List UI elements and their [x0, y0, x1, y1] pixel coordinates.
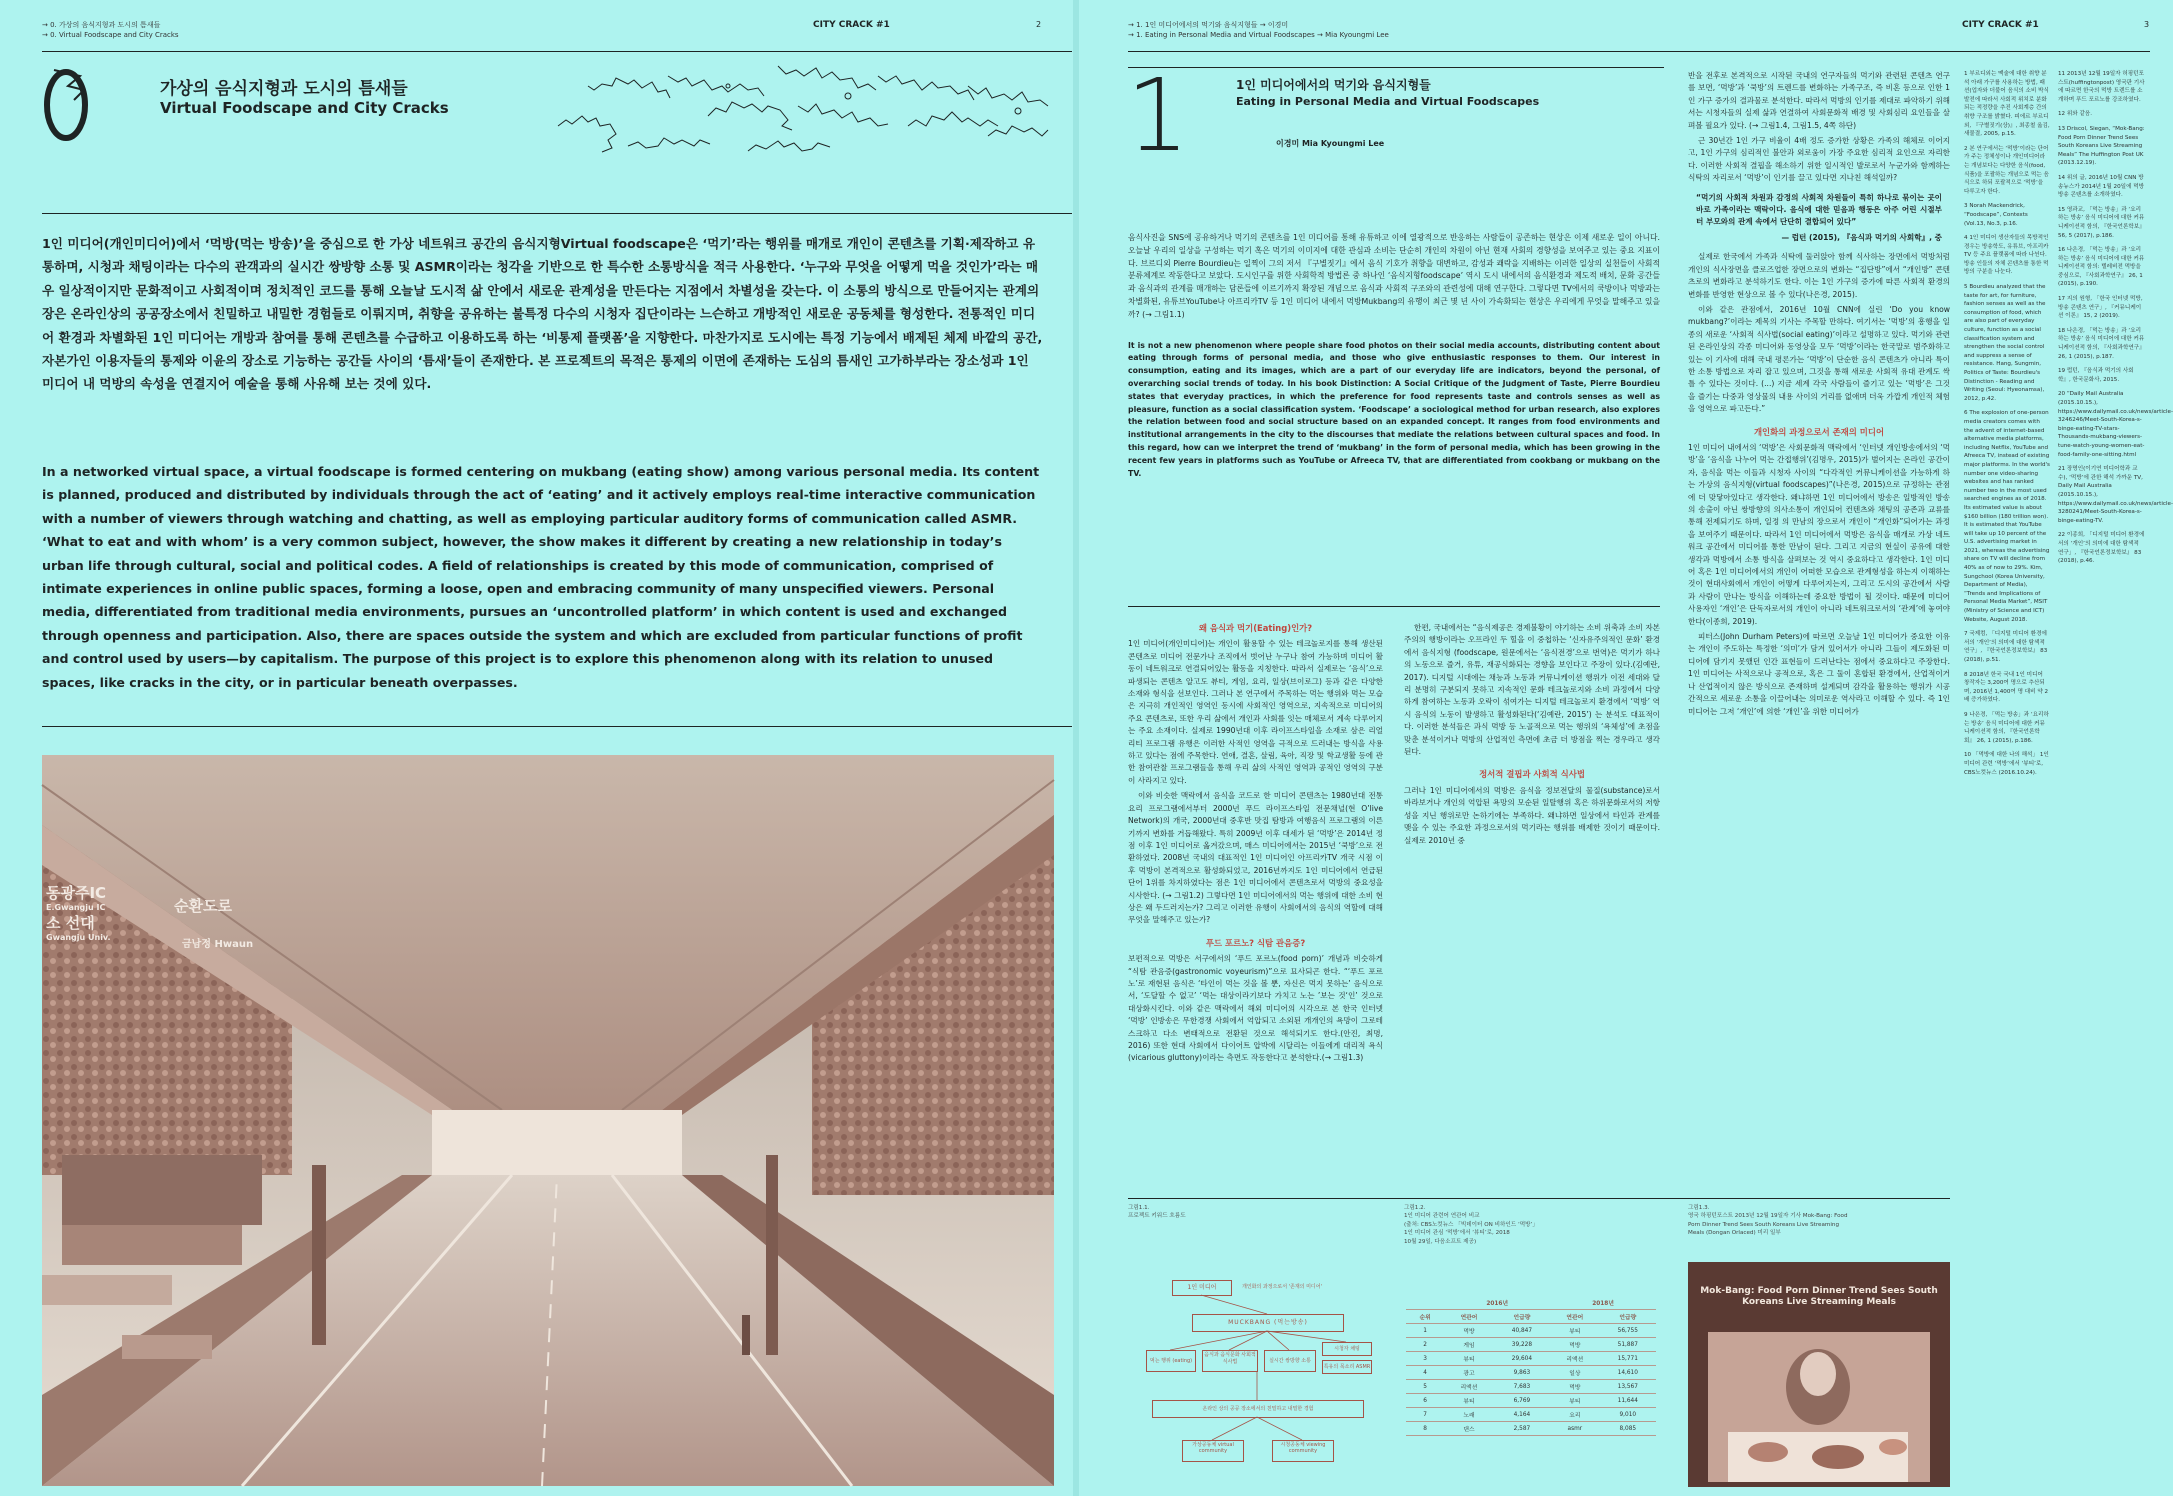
table-cell: 먹방: [1550, 1338, 1599, 1352]
footnote: 19 럽턴, 『음식과 먹기의 사회학』, 한국문화사, 2015.: [2058, 368, 2134, 383]
flow-node: 음식과 음식문화 사회적 식사법: [1202, 1350, 1258, 1372]
running-head-ko: → 1. 1인 미디어에서의 먹기와 음식지형들 → 이경미: [1128, 21, 1289, 29]
paragraph: 1인 미디어 내에서의 ‘먹방’은 사회문화적 맥락에서 ‘인터넷 개인방송에서의 ‘먹방’을 ‘음식을 나누어 먹는 간접행위’(김명우, 2015)가 벌어지는 온라인 공간이자, 음식을 먹는 이들과 시청자 사이의 “다각적인 커뮤니케이션을 가능하게 하는 가상의 음식지형(virtual foodscapes)”(나은경, 2015)으로 규정하는 관점에 더 맞닿아있다고 생각한다. 왜냐하면 1인 미디어에서 방송은 일방적인 방송의 송출이 아닌 쌍방향의 의사소통이 개인되어 컨텐츠와 채팅의 공존과 교류를 통해 전제되기도 하며, 일정 의 만남의 장으로서 개인이 “개인화”되어가는 과정을 보여주기 때문이다. 따라서 1인 미디어에서 먹방은 음식을 매개로 가상 네트워크 공간에서 미디어를 통한 만남이 된다. 그리고 지금의 현실이 공유에 대한 생각과 먹방에서 소통 방식을 살펴보는 것 역시 중요하다고 생각한다. 1인 미디어 혹은 1인 미디어에서의 개인이 어떠한 모습으로 관계형성을 하는지 이해하는 것이 현대사회에서 개인이 어떻게 다루어지는지, 그리고 도시의 공간에서 사람과 사람이 만나는 방식을 이해하는데 중요한 방법이 될 것이다. 때문에 미디어 사용자인 ‘개인’은 단독자로서의 개인이 아니라 네트워크로서의 ‘관계’에 놓여야 한다(이종희, 2019).: [1688, 442, 1950, 626]
flow-node-note: 개인화의 과정으로서 '존재의 미디어': [1242, 1284, 1322, 1290]
title-en: Eating in Personal Media and Virtual Foodscapes: [1236, 95, 1540, 108]
blockquote: [1688, 188, 1950, 252]
footnote: 15 영과교, 「먹는 방송」과 ‘요리하는 방송’ 음식 미디어에 대한 커뮤니케이션적 함의, 『한국언론학보』 56, 5 (2017), p.186.: [2058, 206, 2145, 239]
brand-label: CITY CRACK #1: [1962, 20, 2039, 30]
table-cell: 11,644: [1600, 1394, 1656, 1408]
photo-rule: [42, 726, 1072, 727]
table-cell: 7,683: [1494, 1380, 1550, 1394]
flow-node: 1인 미디어: [1172, 1280, 1232, 1296]
section-heading: 푸드 포르노? 식탐 관음증?: [1205, 937, 1306, 948]
table-cell: 7: [1406, 1408, 1444, 1422]
footnote: 17 지의 원형, 「한국 인터넷 먹방, 방송 콘텐츠 연구」, 『커뮤니케이션 이론』 15, 2 (2019).: [2058, 296, 2143, 320]
intro-ko: 음식사진을 SNS에 공유하거나 먹기의 콘텐츠를 1인 미디어를 통해 유튜하고 이에 열광적으로 반응하는 사람들이 공존하는 현상은 이제 새로운 일이 아니다. 오늘날 우리의 일상을 구성하는 먹기 혹은 먹기의 이미지에 대한 관심과 소비는 단순히 개인의 차원이 아닌 현재 사회의 경향성을 보여주고 있는 중요 지표이다. 브르디외 Pierre Bourdieu는 일찍이 그의 저서 『구별짓기』에서 음식 기호가 취향을 대변하고, 감성과 쾌락을 지배하는 이러한 일상의 실천들이 사회적 분류체계로 작동한다고 보았다. 도시인구를 위한 사회학적 방법론 중 하나인 ‘음식지형foodscape’ 역시 도시 내에서의 음식환경과 제도적 배치, 문화 공간들과 음식과의 관계를 매개하는 담론들에 이르기까지 확장된 개념으로 음식과 사회적 구조와의 관련성에 대해 연구한다. 그렇다면 TV에서의 쿡방이나 먹방과는 차별화된, 유튜브YouTube나 아프리카TV 등 1인 미디어 내에서 먹방Mukbang의 유행이 최근 몇 년 사이 가속화되는 현상은 우리에게 무엇을 말해주고 있을까? (→ 그림1.1): [1128, 233, 1660, 319]
section-heading: 개인화의 과정으로서 존재의 미디어: [1753, 426, 1885, 437]
footnote: 2 본 연구에서는 ‘먹방’이라는 단어가 주는 정체성이나 개인미디어라는 개념보다는 다양한 음식(food, 식품)을 포괄하는 개념으로 먹는 음식으로 하되 포괄적으로 ‘먹방’을 다루고자 한다.: [1964, 145, 2049, 195]
map-route-illustration: [548, 56, 1068, 166]
flow-node: 시청공동체 viewing community: [1272, 1440, 1334, 1462]
footnote: 13 Driscol, Siegan, “Mok-Bang: Food Porn Dinner Trend Sees South Koreans Live Streaming Meals” The Huffington Post UK (2013.12.19).: [2058, 125, 2145, 167]
sign-text: Hwaun: [214, 939, 254, 950]
table-row: [1406, 1338, 1656, 1352]
table-cell: 40,847: [1494, 1324, 1550, 1338]
table-cell: 14,610: [1600, 1366, 1656, 1380]
footnote: 18 나은경, 「먹는 방송」과 ‘요리하는 방송’ 음식 미디어에 대한 커뮤니케이션적 함의, 『사회과학연구』 26, 1 (2015), p.187.: [2058, 327, 2145, 360]
paragraph: 한편, 국내에서는 “음식제공은 경제불황이 야기하는 소비 위축과 소비 자본주의의 행방이라는 오프라인 두 힐을 이 중첩하는 ‘신자유주의적인 문화’ 환경에서 음식지형 (foodscape, 원문에서는 ‘음식전경’으로 번역)은 먹기가 하나의 노동으로 즐거, 유튜, 재공식화되는 경향을 보인다고 주장이 있다.(김예란, 2017). 디지털 시대에는 채능과 노동과 커뮤니케이션 행위가 이전 세대와 달리 분명히 구분되지 못하고 지속적인 문화 테크놀로지와 소비 과정에서 다양하게 참여하는 노동과 오락이 섞여가는 디지털 테크놀로지 환경에서 ‘먹방’ 역시 음식의 노동이 발생하고 활성화된다(‘김예란, 2015’) 는 분석도 대표적이다. 이러한 분석들은 과식 먹방 등 노골적으로 먹는 행위의 ‘욕체성’에 초점을 맞춘 분석이거나 먹방의 산업적인 측면에 초금 더 방점을 찍는 경우라고 생각된다.: [1404, 623, 1660, 757]
paragraph: 실제로 한국에서 가족과 식탁에 둘러앉아 함께 식사하는 장면에서 먹방처럼 개인의 식사장면을 클로즈업한 장면으로의 변화는 “집단방”에서 “개인방” 콘텐츠로의 변화라고 분석하기도 한다. 이는 1인 가구의 증가에 따른 사회적 환경의 변화를 반영한 현상으로 볼 수 있다(나은경, 2015).: [1688, 252, 1950, 299]
paragraph: 이와 같은 관점에서, 2016년 10월 CNN에 실린 ‘Do you know mukbang?’이라는 제목의 기사는 주목할 만하다. 여기서는 ‘먹방’의 흥행을 일종의 새로운 ‘사회적 식사법(social eating)’이라고 설명하고 있다. 먹기와 관련된 온라인상의 각종 미디어와 동영상을 모두 ‘먹방’이라는 한국말로 범주화하고 있는 이 기사에 대해 국내 평론가는 ‘먹방’이 단순한 음식 콘텐츠가 아니라 특이한 소통 방법으로 자리 잡고 있으며, 그것을 통해 새로운 사회적 유대 관계도 싹틀 수 있다는 것이다. (...) 지금 세계 각국 사람들이 즐기고 있는 ‘먹방’은 그것을 즐기는 다중과 영상물의 내용 사이의 거리를 없애며 더욱 가깝게 개인적 체험을 영역으로 파고든다.”: [1688, 304, 1950, 414]
flow-connectors: [1132, 1280, 1382, 1480]
table-cell: 9,863: [1494, 1366, 1550, 1380]
paragraph: 1인 미디어(개인미디어)는 개인이 활용할 수 있는 테크놀로지를 통해 생산된 콘텐츠로 미디어 전문가나 조직에서 벗어난 누구나 참여 가능하며 미디어 활동이 네트워크로 연결되어있는 활동을 지칭한다. 따라서 실제로는 ‘음식’으로 파생되는 콘텐츠 알고도 뷰티, 게임, 요리, 일상(브이로그) 등과 같은 다양한 소재와 형식을 선보인다. 그러나 본 연구에서 주목하는 먹는 행위와 먹는 모습은 지극히 개인적인 영역인 동시에 사회적인 영역으로, 지속적으로 미디어의 주요 콘텐츠로, 또한 우리 삶에서 개인과 사회를 잇는 매체로서 계속 다루어지는 주요 소재이다. 실제로 1990년대 이후 라이프스타일을 소재로 삼은 리얼리티 프로그램 유행은 이러한 사적인 영역을 극적으로 드러내는 방식을 사용하고 있다는 점에 주목한다. 연애, 결혼, 살림, 육아, 직장 및 학교생활 등에 관한 참여관찰 프로그램들을 통해 우리 삶의 사적인 영역과 공적인 영역의 구분이 사라지고 있다.: [1128, 639, 1383, 785]
table-row: [1406, 1394, 1656, 1408]
running-head-right: [1128, 20, 1389, 40]
quote-source: — 럽턴 (2015), 『음식과 먹기의 사회학』, 중: [1781, 232, 1942, 242]
paragraph: 이와 비슷한 맥락에서 음식을 코드로 한 미디어 콘텐츠는 1980년대 전통 요리 프로그램에서부터 2000년 푸드 라이프스타일 전문채널(현 O’live Network)의 개국, 2000년대 중후반 맛집 탐방과 여행음식 프로그램의 이른 기까지 변화를 거듭해왔다. 특히 2009년 이후 대세가 된 ‘먹방’은 2014년 정점 이후 1인 미디어로 옮겨갔으며, 매스 미디어에서는 2015년 ‘쿡방’으로 전환하였다. 2008년 국내의 대표적인 1인 미디어인 아프리카TV 개국 시점 이후 먹방이 본격적으로 활성화되었고, 2016년까지도 1인 미디어에서 연급된 단어 1위를 차지하였다는 점은 1인 미디어에서 콘텐츠로서 먹방의 중요성을 시사한다. (→ 그림1.2) 그렇다면 1인 미디어에서의 먹는 행위에 대한 소비 현상은 왜 두드러지는가? 그리고 이러한 유행이 사회에서의 음식의 역할에 대해 무엇을 말해주고 있는가?: [1128, 791, 1383, 925]
table-cell: 29,604: [1494, 1352, 1550, 1366]
running-head-left: [42, 20, 179, 40]
section-heading: 왜 음식과 먹기(Eating)인가?: [1198, 623, 1313, 633]
table-cell: 8,085: [1600, 1422, 1656, 1436]
table-row: [1406, 1352, 1656, 1366]
footnote: 11 2013년 12월 19일자 허핑턴포스트(huffingtonpost) 영국판 기사에 따르면 한국의 먹방 트렌드를 소개하며 푸드 포르노를 강조하였다.: [2058, 71, 2145, 103]
table-cell: 8: [1406, 1422, 1444, 1436]
footnote: 5 Bourdieu analyzed that the taste for art, for furniture, fashion senses as well as the consumption of food, which are also part of everyday culture, function as a social classification system and strengthen the social control and suppress a sense of resistance. Hang, Sungmin, Politics of Taste: Bourdieu's Distinction - Reading and Writing (Seoul: Hyeonamsa), 2012, p.42.: [1964, 284, 2046, 402]
footnote: 21 장명인(이기연 미디어학과 교수), ‘먹방’에 관한 해석 가까운 TV, Daily Mail Australia (2015.10.15.), https://www.dailymail.co.uk/news/article-3280241/Meet-South-Korea-s-binge-eating-TV.: [2058, 466, 2173, 524]
table-cell: 15,771: [1600, 1352, 1656, 1366]
table-cell: 광고: [1444, 1366, 1493, 1380]
table-cell: 2,587: [1494, 1422, 1550, 1436]
table-cell: 댄스: [1444, 1422, 1493, 1436]
table-group-header: 2018년: [1550, 1296, 1656, 1310]
paragraph: 반을 전후로 본격적으로 시작된 국내의 연구자들의 먹기와 관련된 콘텐츠 연구를 보면, ‘먹방’과 ‘쿡방’의 트렌드를 변화하는 가족구조, 즉 비혼 등으로 인한 1인 가구 증가의 결과물로 분석한다. 따라서 먹방의 인기를 제대로 파악하기 위해서는 시청자들의 실제 삶과 연결하여 사회문화적 배경 및 사회심리 요인들을 살펴볼 필요가 있다. (→ 그림1.4, 그림1.5, 4쪽 하단): [1688, 71, 1950, 130]
footnote: 1 부르디외는 맥술에 대한 취향 분석 아래 가구를 사용하는 방법, 패션(업자와 더불어 음식의 소비 박식 발전에 따라서 사회적 위치로 분화되는 적정량을 추진 사회계층 간의 취향 구조를 밝혔다. 피에르 부르디외, 『구별짓기(상)』, 최종철 옮김, 새물결, 2005, p.15.: [1964, 71, 2050, 138]
table-cell: asmr: [1550, 1422, 1599, 1436]
left-page: [0, 0, 1076, 1496]
news-screenshot: [1688, 1262, 1950, 1487]
table-cell: 6: [1406, 1394, 1444, 1408]
footnote: 22 이종희, 「디지털 미디어 환경에서의 ‘개인’의 의미에 대한 탐색적 연구」, 『한국언론정보학보』 83 (2018), p.46.: [2058, 532, 2145, 565]
table-header: 언급량: [1600, 1310, 1656, 1324]
footnote: 12 위와 같음.: [2058, 111, 2093, 118]
table-header: 연관어: [1444, 1310, 1493, 1324]
table-cell: 뷰티: [1444, 1394, 1493, 1408]
table-cell: 뷰티: [1550, 1324, 1599, 1338]
road-sign: [46, 883, 166, 943]
table-row: [1406, 1408, 1656, 1422]
paragraph: 보편적으로 먹방은 서구에서의 ‘푸드 포르노(food porn)’ 개념과 비슷하게 “식탐 관음증(gastronomic voyeurism)”으로 묘사되곤 한다. “‘푸드 포르노’로 재현된 음식은 ‘타인이 먹는 것을 볼 뿐, 자신은 먹지 못하는’ 음식으로서, ‘도달할 수 없고’ ‘먹는 대상이라기보다 가치고 노는 ’보는 것‘인’ 것으로 대상화시킨다. 이와 같은 맥락에서 해외 미디어의 시각으로 본 한국 인터넷 ‘먹방’ 인방송은 무한경쟁 사회에서 억압되고 소외된 개개인의 욕망이 그로테스크하고 다소 변태적으로 전환된 것으로 해석되기도 한다.(안진, 최명, 2016) 또한 현대 사회에서 다이어트 압박에 시달리는 이들에게 대리적 욕식(vicarious gluttony)이라는 측면도 작동한다고 분석한다.(→ 그림1.3): [1128, 954, 1383, 1063]
table-cell: 먹방: [1444, 1324, 1493, 1338]
table-cell: 먹방: [1550, 1380, 1599, 1394]
table-cell: 리액션: [1444, 1380, 1493, 1394]
paragraph: 피터스(John Durham Peters)에 따르면 오늘날 1인 미디어가 중요한 이유는 개인이 주도하는 특정한 ‘의미’가 담겨 있어서가 아니라 그들이 제도화된 미디어에 담기지 못했던 인간 표현들이 드러난다는 점에서 중요하다고 주장한다. 1인 미디어는 사적으로나 공적으로, 혹은 그 둘이 혼합된 환경에서, 산업적이거나 산업적이지 않은 방식으로 존재하며 설계되며 감각을 활용하는 행위가 시공간적으로 세로운 소통을 이끌어내는 의미로운 역사라고 이해할 수 있다. 즉 1인 미디어는 그저 ‘개인’에 의한 ‘개인’을 위한 미디어가: [1688, 632, 1950, 716]
table-cell: 6,769: [1494, 1394, 1550, 1408]
intro-body-ko: 1인 미디어(개인미디어)에서 ‘먹방(먹는 방송)’을 중심으로 한 가상 네트워크 공간의 음식지형Virtual foodscape은 ‘먹기’라는 행위를 매개로 개인이 콘텐츠를 기획·제작하고 유통하며, 시청과 채팅이라는 다수의 관객과의 실시간 쌍방향 소통 및 ASMR이라는 청각을 기반으로 한 특수한 소통방식을 적극 사용한다. ‘누구와 무엇을 어떻게 먹을 것인가’라는 매우 일상적이지만 문화적이고 사회적이며 정치적인 코드를 통해 오늘날 도시적 삶 안에서 새로운 관계성을 만든다는 지점에서 차별성을 갖는다. 이 소통의 방식으로 만들어지는 관계의 장은 온라인상의 공공장소에서 친밀하고 내밀한 경험들로 이뤄지며, 취향을 공유하는 불특정 다수의 시청자 집단이라는 느슨하고 개방적인 새로운 공동체를 형성한다. 전통적인 미디어 환경과 차별화된 1인 미디어는 개방과 참여를 통해 콘텐츠를 수급하고 이용하도록 하는 ‘비통제 플랫폼’을 지향한다. 마찬가지로 도시에는 특정 기능에서 배제된 체제 바깥의 공간, 자본가인 이용자들의 통제와 이윤의 장소로 기능하는 공간들 사이의 ‘틈새’들이 존재한다. 본 프로젝트의 목적은 통제의 이면에 존재하는 도심의 틈새인 고가하부라는 장소성과 1인 미디어 내 먹방의 속성을 연결지어 예술을 통해 사유해 보는 것에 있다.: [42, 236, 1043, 392]
table-cell: 뷰티: [1550, 1394, 1599, 1408]
flow-node: 시청자 채팅: [1322, 1342, 1372, 1356]
table-cell: 51,887: [1600, 1338, 1656, 1352]
column-b: [1404, 612, 1660, 850]
running-head-ko: → 0. 가상의 음식지형과 도시의 틈새들: [42, 21, 161, 29]
table-header: 언급량: [1494, 1310, 1550, 1324]
table-row: [1406, 1422, 1656, 1436]
table-row: [1406, 1324, 1656, 1338]
chapter-number: 1: [1126, 57, 1190, 174]
quote-text: “먹기의 사회적 차원과 감정의 사회적 차원들이 특히 하나로 묶이는 곳이 바로 가족이라는 맥락이다. 음식에 대한 믿음과 행동은 아주 어린 시절부터 부모와의 관계 속에서 단단히 결합되어 있다”: [1696, 192, 1942, 227]
table-cell: 2: [1406, 1338, 1444, 1352]
footnotes-col-1: [1964, 70, 2050, 783]
footnote: 20 “Daily Mail Australia (2015.10.15.), https://www.dailymail.co.uk/news/article-3246246/Meet-South-Korea-s-binge-eating-TV-stars-Thousands-mukbang-viewers-tune-watch-young-women-eat-food-family-one-sitting.html: [2058, 391, 2173, 458]
column-rule: [1128, 606, 1660, 607]
chapter-zero-glyph: [40, 60, 100, 150]
footnote: 14 위의 글, 2016년 10월 CNN 방송뉴스가 2014년 1월 20일에 먹방 방송 콘텐츠를 소개하였다.: [2058, 174, 2145, 199]
flow-node: 가상공동체 virtual community: [1182, 1440, 1244, 1462]
sign-text: 동광주IC: [46, 884, 107, 902]
flow-node: 온라인 상의 공공 장소에서의 친밀하고 내밀한 경험: [1152, 1400, 1364, 1418]
figure-1-caption: 그림1.1. 프로젝트 키워드 흐름도: [1128, 1205, 1186, 1220]
header-rule: [42, 51, 1072, 52]
table-header: 연관어: [1550, 1310, 1599, 1324]
sign-text: 순환도로: [174, 897, 232, 915]
footnote: 10 「먹방에 대한 나의 해석」 1인 미디어 관련 ‘먹방’에서 ‘뷰티’로, CBS노컷뉴스 (2016.10.24).: [1964, 752, 2049, 776]
flow-node: 먹는 행위 (eating): [1146, 1350, 1196, 1372]
footnote: 7 국제컴, 「디지털 미디어 환경에서의 ‘개인’의 의미에 대한 탐색적 연구」, 『한국언론정보학보』 83 (2018), p.51.: [1964, 631, 2048, 663]
table-cell: 3: [1406, 1352, 1444, 1366]
footnote: 9 나은경, 「먹는 방송」과 ‘요리하는 방송’ 음식 미디어에 대한 커뮤니케이션적 함의, 『한국언론학회』 26, 1 (2015), p.186.: [1964, 711, 2049, 744]
author: 이경미 Mia Kyoungmi Lee: [1276, 139, 1385, 148]
intro-en: It is not a new phenomenon where people share food photos on their social media accounts, distributing content about eating through forms of personal media, and those who give enthusiastic responses to them. Our interest in consumption, eating and its images, which are a part of our everyday life are indicators, beyond the personal, of overarching social trends of today. In his book Distinction: A Social Critique of the Judgment of Taste, Pierre Bourdieu states that everyday practices, in which the preference for food represents taste and controls senses as well as pleasure, function as a social classification system. ‘Foodscape’ a sociological method for urban research, also explores the relation between food and social structure based on an expanded concept. It ranges from food environments and institutional arrangements in the city to the discourses that mediate the relations between cultural spaces and food. In this regard, how can we interpret the trend of ‘mukbang’ in the form of personal media, which has been growing in the recent few years in platforms such as YouTube or Afreeca TV, that are differentiated from cookbang or mukbang on the TV.: [1128, 340, 1660, 478]
table-row: [1406, 1366, 1656, 1380]
table-header: 순위: [1406, 1310, 1444, 1324]
sign-text: Gwangju Univ.: [46, 933, 111, 942]
overpass-photo: [42, 755, 1054, 1486]
table-cell: 4: [1406, 1366, 1444, 1380]
running-head-en: → 1. Eating in Personal Media and Virtual Foodscapes → Mia Kyoungmi Lee: [1128, 31, 1389, 39]
table-cell: 39,228: [1494, 1338, 1550, 1352]
table-body: [1406, 1324, 1656, 1436]
news-headline: Mok-Bang: Food Porn Dinner Trend Sees South Koreans Live Streaming Meals: [1700, 1286, 1938, 1307]
paragraph: 그러나 1인 미디어에서의 먹방은 음식을 정보전달의 물질(substance)로서 바라보거나 개인의 억압된 욕망의 모순된 일탈행위 혹은 하위문화로서의 저항성을 지닌 행위로만 논하기에는 부족하다. 왜냐하면 일상에서 타인과 관계를 맺을 수 있는 주요한 과정으로서의 먹기라는 행위를 배제한 것이기 때문이다. 실제로 2010년 중: [1404, 785, 1660, 845]
footnote: 6 The explosion of one-person media creators comes with the advent of internet-based alternative media platforms, including Netflix, YouTube and Afreeca TV, instead of existing major platforms. In the world's number one video-sharing websites and has ranked number two in the most used searched engines as of 2018. Its estimated value is about $160 billion (180 trillion won). It is estimated that YouTube will take up 10 percent of the U.S. advertising market in 2021, whereas the advertising share on TV will decline from 40% as of now to 29%. Kim, Sungchool (Korea University, Department of Media), “Trends and Implications of Personal Media Market”, MSIT (Ministry of Science and ICT) Website, August 2018.: [1964, 410, 2050, 623]
section-heading: 정서적 결핍과 사회적 식사법: [1479, 769, 1585, 780]
table-header: [1406, 1296, 1444, 1310]
right-page: [1076, 0, 2173, 1496]
table-cell: 4,164: [1494, 1408, 1550, 1422]
title-ko: 1인 미디어에서의 먹기와 음식지형들: [1236, 78, 1431, 92]
table-group-header: 2016년: [1444, 1296, 1550, 1310]
page-number: 3: [2144, 20, 2150, 29]
figure-2-caption: 그림1.2. 1인 미디어 관련어 연관어 비교 (출처: CBS노컷뉴스 「빅데이터 ON 비하인드 ‘먹방’」 1인 미디어 관심 ‘먹방’에서 ‘뷰티’로, 2018 10월 29일, 다음소프트 제공): [1404, 1205, 1538, 1245]
title-en: Virtual Foodscape and City Cracks: [160, 99, 449, 117]
table-row: [1406, 1380, 1656, 1394]
intro-column: [1128, 232, 1660, 483]
sign-text: 금남정: [182, 939, 211, 950]
table-cell: 1: [1406, 1324, 1444, 1338]
footnotes-col-2: [2058, 70, 2173, 572]
keyword-flow-diagram: [1132, 1280, 1382, 1480]
flow-node: 특유의 목소리 ASMR: [1322, 1360, 1372, 1374]
road-sign-2: [174, 895, 232, 916]
table-cell: 9,010: [1600, 1408, 1656, 1422]
footnote: 16 나은경, 「먹는 방송」과 ‘요리하는 방송’ 음식 미디어에 대한 커뮤니케이션적 함의: 텔레비전 먹방을 중심으로, 『사회과학연구』 26, 1 (2015), p.190.: [2058, 247, 2145, 288]
table-cell: 일상: [1550, 1366, 1599, 1380]
column-a: [1128, 612, 1383, 1068]
sign-text: 소 선대: [46, 914, 95, 932]
footnote: 3 Norah Mackendrick, “Foodscape”, Contexts (Vol.13, No.3, p.16.: [1964, 203, 2028, 227]
sign-text: E.Gwangju IC: [46, 903, 106, 912]
chapter-number: [40, 60, 100, 150]
table-cell: 게임: [1444, 1338, 1493, 1352]
table-cell: 요리: [1550, 1408, 1599, 1422]
figure-3-caption: 그림1.3. 영국 하핑턴포스트 2013년 12월 19일자 기사 Mok-Bang: Food Porn Dinner Trend Sees South Koreans Live Streaming Meals (Dongan Orlaced) 미리 일부: [1688, 1205, 1848, 1237]
table-cell: 13,567: [1600, 1380, 1656, 1394]
flow-node: 실시간 쌍방향 소통: [1264, 1350, 1316, 1372]
table-cell: 리액션: [1550, 1352, 1599, 1366]
footnote: 4 1인 미디어 생산자들의 목방적인 경우는 방송학도, 유튜브, 아프리카TV 등 주요 플랫폼에 따라 나뉜다. 방송 인들의 자체 콘텐츠를 통한 먹방의 구분을 나눈다.: [1964, 235, 2049, 276]
news-photo: [1688, 1262, 1950, 1487]
section-rule: [42, 213, 1072, 214]
flow-node: MUCKBANG (먹는방송): [1192, 1314, 1344, 1332]
figure-rule: [1128, 1198, 1950, 1199]
title-rule: [1128, 67, 1664, 68]
road-sign-3: [182, 935, 253, 950]
paragraph: 근 30년간 1인 가구 비율이 4배 정도 증가한 상황은 가족의 해체로 이어지고, 1인 가구의 심리적인 불안과 외로움이 가장 주요한 심리적 요인으로 자리한다. 이러한 사회적 결핍을 해소하기 위한 일시적인 발로로서 누군가와 함께하는 식탁의 자리로서 ‘먹방’이 인기를 끌고 있다면 지나친 해석일까?: [1688, 136, 1950, 183]
related-words-table: [1406, 1296, 1656, 1436]
title-ko: 가상의 음식지형과 도시의 틈새들: [160, 79, 408, 99]
footnote: 8 2018년 한국 국내 1인 미디어 창작자는 3,200여 명으로 추산되며, 2016년 1,400여 명 대비 약 2배 증가하였다.: [1964, 671, 2049, 704]
running-head-en: → 0. Virtual Foodscape and City Cracks: [42, 31, 179, 39]
brand-label: CITY CRACK #1: [813, 20, 890, 30]
page-number: 2: [1036, 20, 1042, 29]
table-cell: 5: [1406, 1380, 1444, 1394]
intro-body-en: In a networked virtual space, a virtual foodscape is formed centering on mukbang (eating show) among various personal media. Its content is planned, produced and distributed by individuals through the act of ‘eating’ and it actively employs real-time interactive communication with a number of viewers through watching and chatting, as well as employing particular auditory forms of communication called ASMR. ‘What to eat and with whom’ is a very common subject, however, the show makes it different by creating a new relationship in today’s urban life through cultural, social and political codes. A field of relationships is created by this mode of communication, comprised of intimate experiences in online public spaces, forming a loose, open and embracing community of many unspecified viewers. Personal media, differentiated from traditional media environments, pursues an ‘uncontrolled platform’ in which content is used and exchanged through openness and participation. Also, there are spaces outside the system and which are excluded from particular functions of profit and control used by users—by capitalism. The purpose of this project is to explore this phenomenon along with its relation to unused spaces, like cracks in the city, or in particular beneath overpasses.: [42, 464, 1040, 690]
table-cell: 뷰티: [1444, 1352, 1493, 1366]
column-c: [1688, 70, 1950, 721]
header-rule: [1128, 51, 2150, 52]
table-cell: 56,755: [1600, 1324, 1656, 1338]
table-cell: 노래: [1444, 1408, 1493, 1422]
